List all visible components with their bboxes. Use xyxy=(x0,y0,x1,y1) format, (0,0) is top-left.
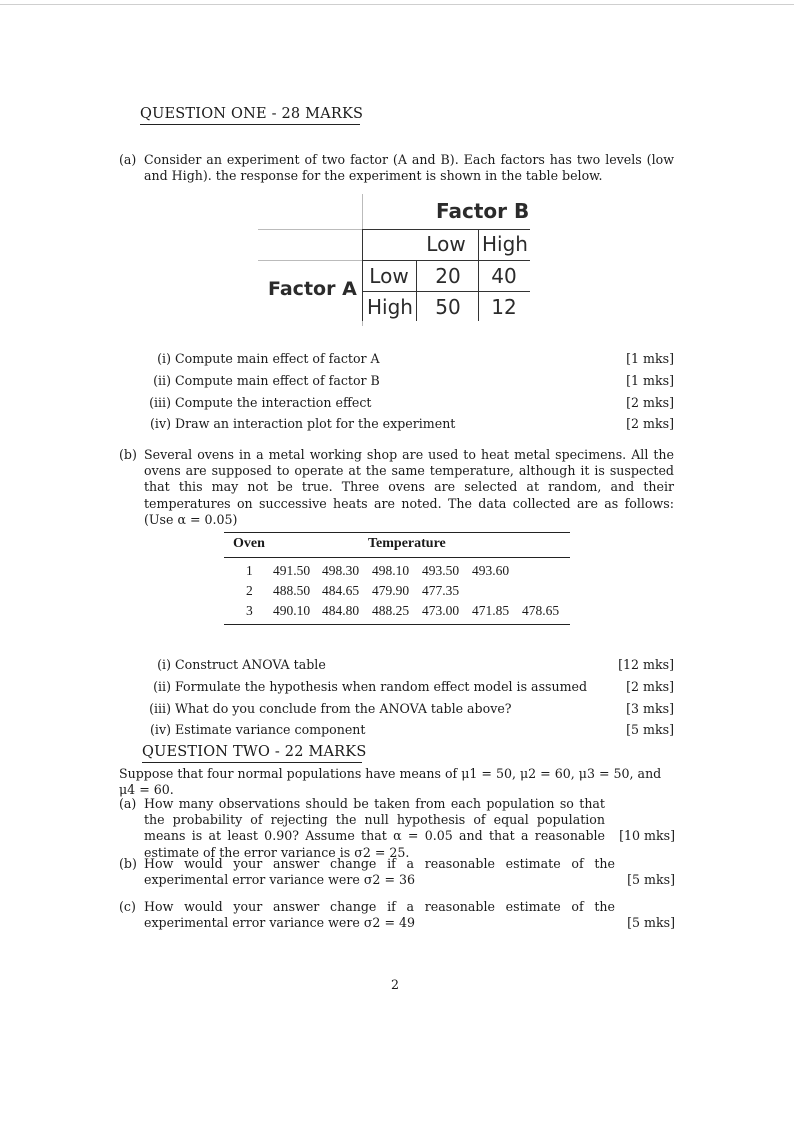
part-label: (c) xyxy=(119,899,136,914)
factor-b-low: Low xyxy=(426,232,466,256)
divider xyxy=(362,229,530,230)
part-label: (a) xyxy=(119,796,137,811)
page-number: 2 xyxy=(391,977,400,992)
question-one-part-b xyxy=(119,447,674,528)
item-number: (i) xyxy=(157,351,171,366)
item-number: (i) xyxy=(157,657,171,672)
table-bottom-rule xyxy=(224,624,570,625)
q1b-item-4 xyxy=(147,722,674,740)
temperature-value: 493.50 xyxy=(422,563,460,578)
question-two-part-c xyxy=(119,899,675,931)
question-two-part-b xyxy=(119,856,675,888)
divider xyxy=(362,229,363,321)
factor-a-high: High xyxy=(367,295,413,319)
part-text: How would your answer change if a reasonable estimate of the experimental error variance were σ2 = 36 xyxy=(144,856,615,888)
table-row xyxy=(224,603,570,623)
item-number: (iv) xyxy=(150,722,171,737)
table-header-rule xyxy=(224,557,570,558)
question-two-intro: Suppose that four normal populations have means of μ1 = 50, μ2 = 60, μ3 = 50, and μ4 = 60. xyxy=(119,766,662,798)
part-marks: [10 mks] xyxy=(619,828,675,843)
part-label: (b) xyxy=(119,856,137,871)
q1b-item-2 xyxy=(147,679,674,697)
temperature-column-header: Temperature xyxy=(368,536,446,551)
item-number: (ii) xyxy=(153,373,171,388)
cell-high-low: 50 xyxy=(435,295,461,319)
oven-column-header: Oven xyxy=(233,536,265,551)
item-marks: [2 mks] xyxy=(626,679,674,694)
question-two-part-a xyxy=(119,796,675,861)
item-marks: [12 mks] xyxy=(618,657,674,672)
item-text: Formulate the hypothesis when random effect model is assumed xyxy=(175,679,588,694)
divider xyxy=(258,229,362,230)
cell-low-high: 40 xyxy=(491,264,517,288)
oven-id: 3 xyxy=(246,603,253,618)
temperature-value: 478.65 xyxy=(522,603,560,618)
q1a-item-4 xyxy=(147,416,674,434)
factor-a-title: Factor A xyxy=(268,278,357,300)
factor-b-high: High xyxy=(482,232,528,256)
item-text: Compute main effect of factor A xyxy=(175,351,380,366)
temperature-value: 484.80 xyxy=(322,603,360,618)
q1a-item-3 xyxy=(147,395,674,413)
divider xyxy=(258,260,362,261)
part-a-text: Consider an experiment of two factor (A and B). Each factors has two levels (low and High). the response for the experiment is shown in the table below. xyxy=(144,152,674,184)
temperature-value: 471.85 xyxy=(472,603,510,618)
question-one-heading: QUESTION ONE - 28 MARKS xyxy=(140,106,360,125)
q1a-item-1 xyxy=(147,351,674,369)
table-row xyxy=(224,583,570,603)
table-row xyxy=(224,563,570,583)
part-marks: [5 mks] xyxy=(627,915,675,930)
oven-id: 2 xyxy=(246,583,253,598)
q1b-item-1 xyxy=(147,657,674,675)
page-top-rule xyxy=(0,4,794,5)
temperature-value: 477.35 xyxy=(422,583,460,598)
divider xyxy=(362,260,530,261)
item-text: Draw an interaction plot for the experiment xyxy=(175,416,456,431)
factor-b-title: Factor B xyxy=(436,199,530,223)
item-text: Compute main effect of factor B xyxy=(175,373,380,388)
oven-id: 1 xyxy=(246,563,253,578)
temperature-value: 491.50 xyxy=(273,563,311,578)
q1a-item-2 xyxy=(147,373,674,391)
factor-a-low: Low xyxy=(369,264,409,288)
temperature-value: 498.30 xyxy=(322,563,360,578)
part-text: How many observations should be taken from each population so that the probability of rejecting the null hypothesis of equal population means is at least 0.90? Assume that α = 0.05 and that a reasonable estimate of the error variance is σ2 = 25. xyxy=(144,796,605,860)
item-number: (iii) xyxy=(149,395,171,410)
factor-table xyxy=(258,194,534,326)
temperature-value: 473.00 xyxy=(422,603,460,618)
part-text: How would your answer change if a reasonable estimate of the experimental error variance were σ2 = 49 xyxy=(144,899,615,931)
item-marks: [2 mks] xyxy=(626,395,674,410)
divider xyxy=(362,291,530,292)
item-number: (iii) xyxy=(149,701,171,716)
temperature-value: 484.65 xyxy=(322,583,360,598)
temperature-value: 488.25 xyxy=(372,603,410,618)
temperature-value: 490.10 xyxy=(273,603,311,618)
question-two-heading: QUESTION TWO - 22 MARKS xyxy=(142,744,362,763)
part-a-label: (a) xyxy=(119,152,137,167)
temperature-value: 498.10 xyxy=(372,563,410,578)
item-text: Estimate variance component xyxy=(175,722,366,737)
item-marks: [3 mks] xyxy=(626,701,674,716)
temperature-value: 488.50 xyxy=(273,583,311,598)
question-one-part-a xyxy=(119,152,674,184)
table-top-rule xyxy=(224,532,570,533)
part-marks: [5 mks] xyxy=(627,872,675,887)
cell-high-high: 12 xyxy=(491,295,517,319)
item-text: What do you conclude from the ANOVA table above? xyxy=(175,701,512,716)
item-text: Construct ANOVA table xyxy=(175,657,326,672)
item-marks: [1 mks] xyxy=(626,373,674,388)
item-marks: [5 mks] xyxy=(626,722,674,737)
temperature-value: 479.90 xyxy=(372,583,410,598)
item-marks: [1 mks] xyxy=(626,351,674,366)
q1b-item-3 xyxy=(147,701,674,719)
temperature-value: 493.60 xyxy=(472,563,510,578)
item-number: (iv) xyxy=(150,416,171,431)
part-b-text: Several ovens in a metal working shop are used to heat metal specimens. All the ovens are supposed to operate at the same temperature, although it is suspected that this may not be true. Three ovens are selected at random, and their temperatures on successive heats are noted. The data collected are as follows:(Use α = 0.05) xyxy=(144,447,674,527)
cell-low-low: 20 xyxy=(435,264,461,288)
item-marks: [2 mks] xyxy=(626,416,674,431)
item-number: (ii) xyxy=(153,679,171,694)
part-b-label: (b) xyxy=(119,447,137,462)
item-text: Compute the interaction effect xyxy=(175,395,372,410)
